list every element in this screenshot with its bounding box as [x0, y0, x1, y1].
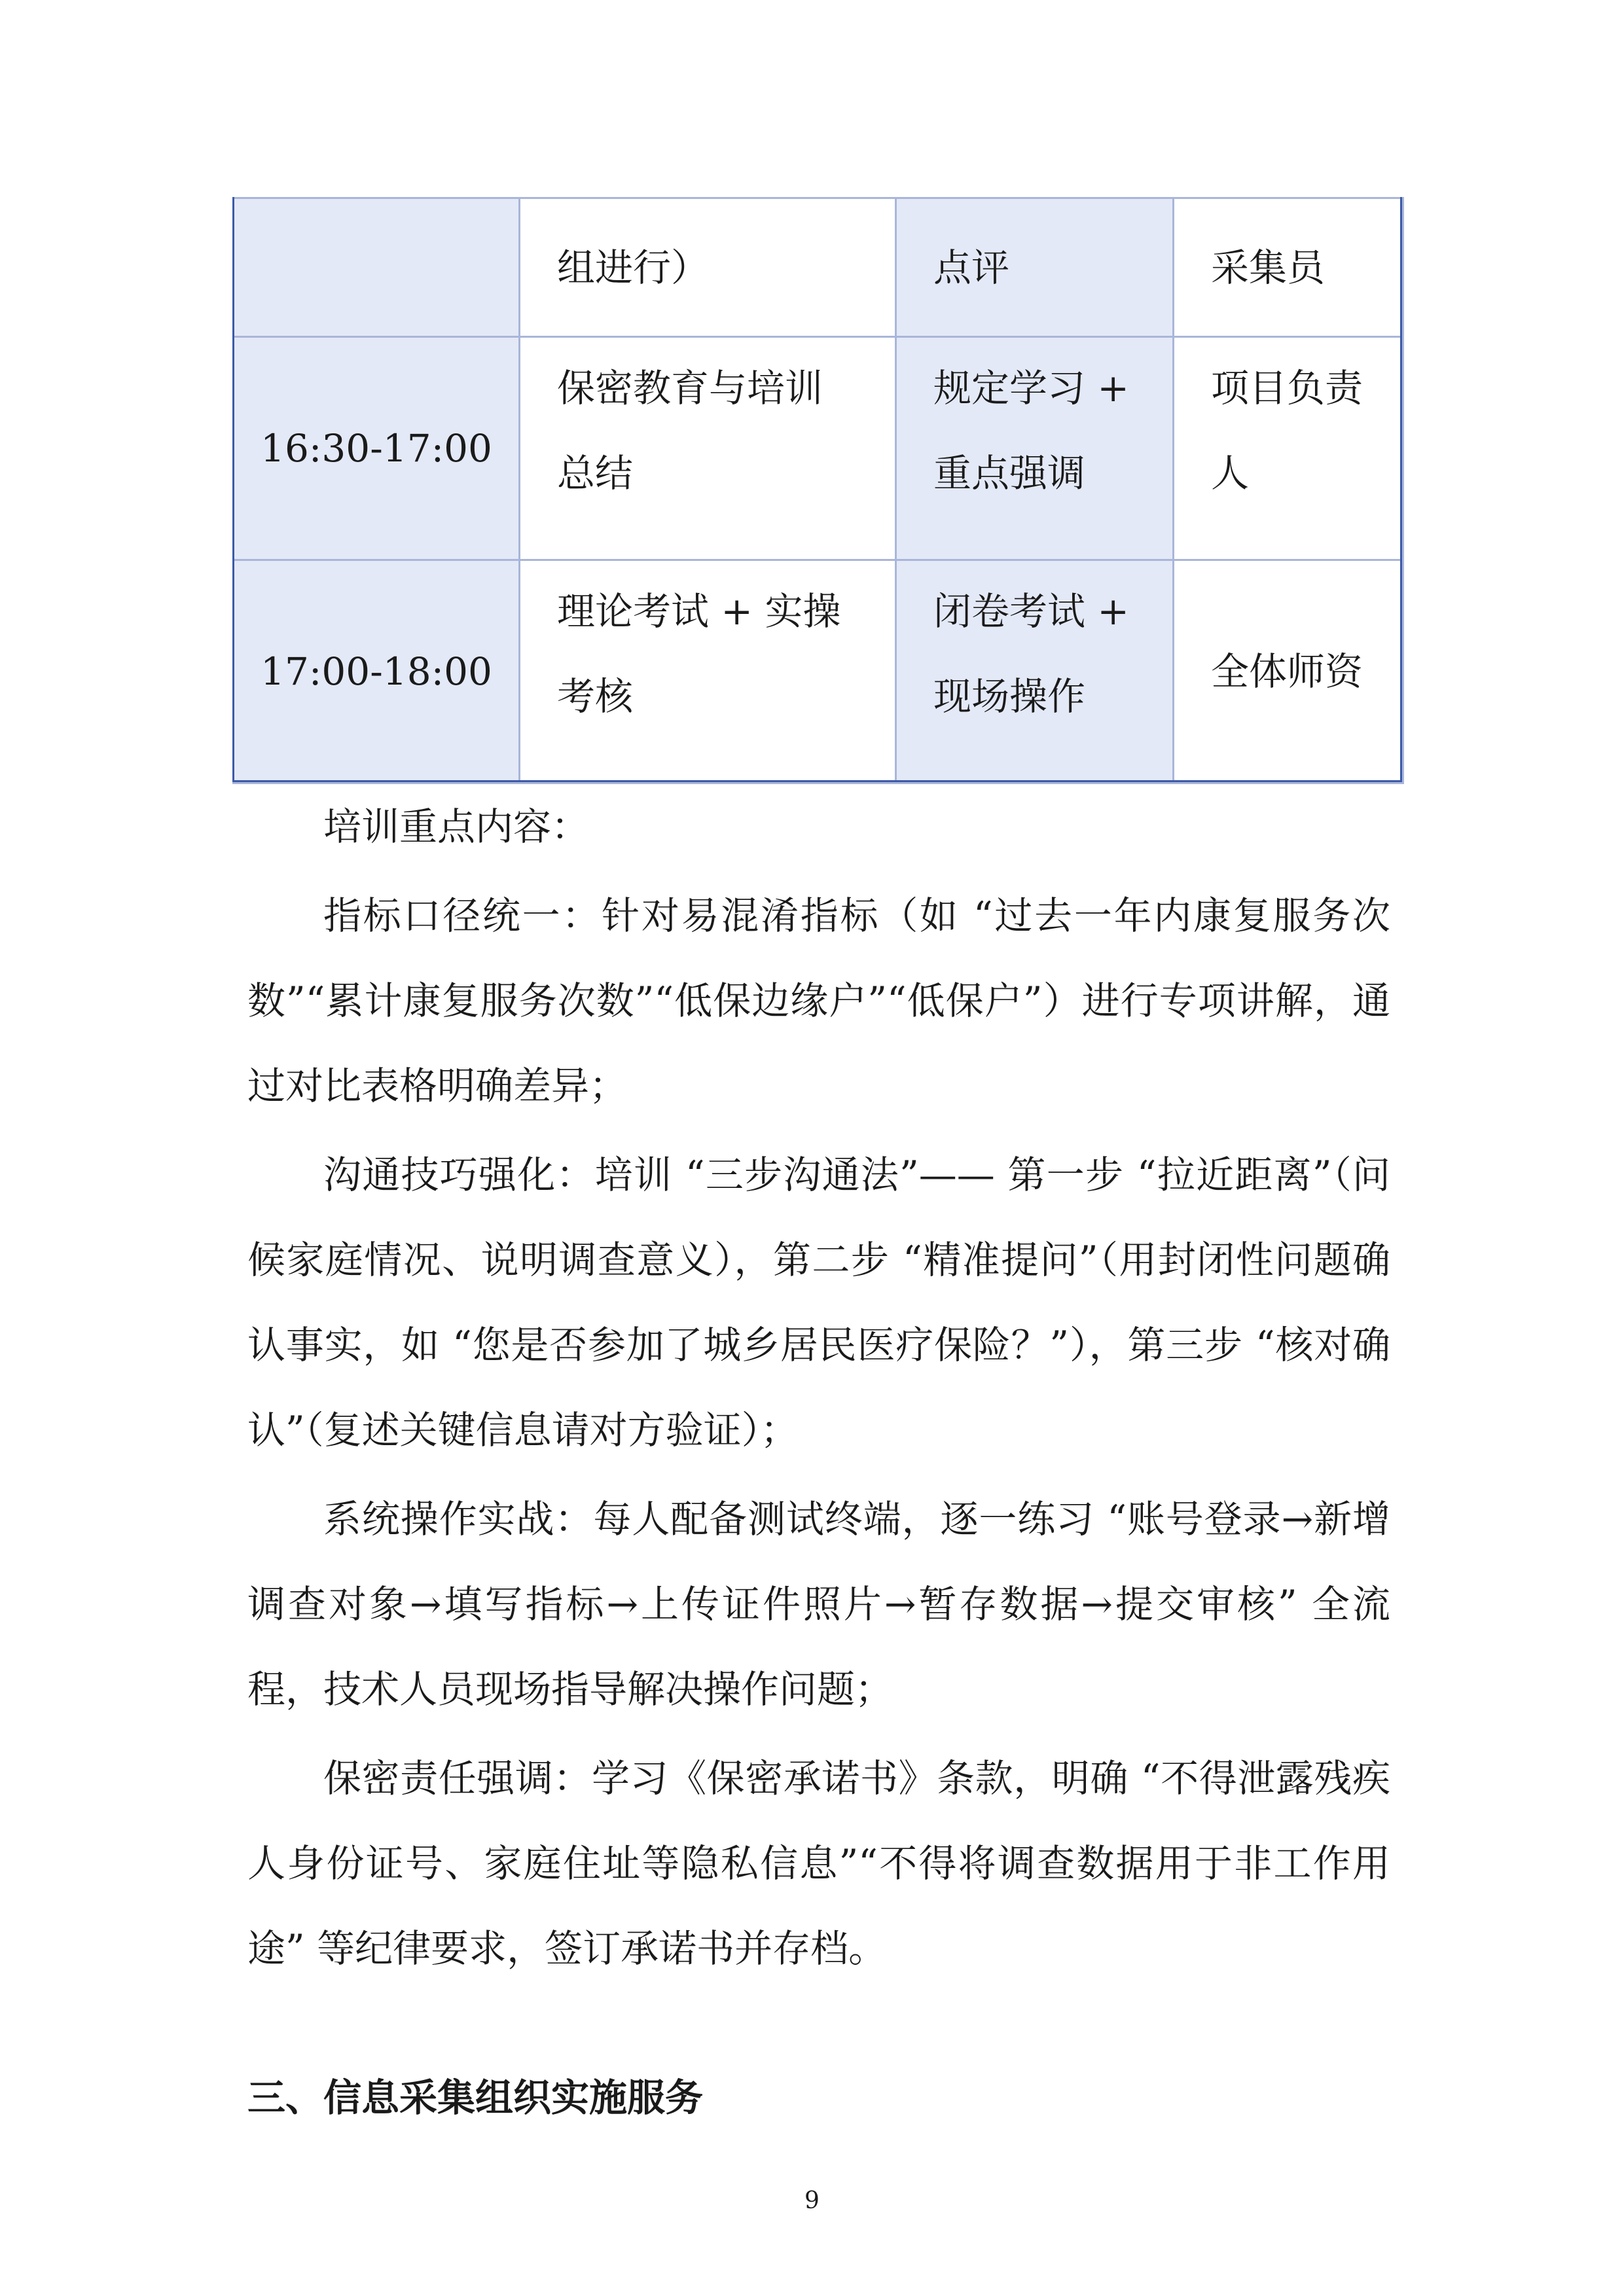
- table-row: [234, 198, 1403, 337]
- cell-line: 总结: [557, 451, 634, 495]
- cell-line: 重点强调: [933, 451, 1086, 495]
- method-cell: [896, 337, 1174, 560]
- paragraph-indicator-definitions: 指标口径统一：针对易混淆指标（如 “过去一年内康复服务次数”“累计康复服务次数”“低保边缘户”“低保户”）进行专项讲解，通过对比表格明确差异；: [247, 893, 1390, 1108]
- owner-cell: [1174, 337, 1403, 560]
- intro-line: 培训重点内容：: [323, 804, 590, 849]
- cell-line: 人: [1211, 451, 1250, 495]
- time-cell: [234, 198, 520, 337]
- method-cell: 点评: [896, 198, 1174, 337]
- cell-line: 考核: [557, 674, 634, 719]
- cell-line: 保密教育与培训: [557, 366, 823, 410]
- paragraph-system-operation: 系统操作实战：每人配备测试终端，逐一练习 “账号登录→新增调查对象→填写指标→上传证件照片→暂存数据→提交审核” 全流程，技术人员现场指导解决操作问题；: [247, 1497, 1390, 1712]
- section-heading: 三、信息采集组织实施服务: [247, 2075, 704, 2120]
- time-cell: 16:30-17:00: [234, 337, 520, 560]
- time-cell: 17:00-18:00: [234, 560, 520, 783]
- cell-line: 规定学习 +: [933, 366, 1130, 410]
- cell-line: 闭卷考试 +: [933, 589, 1130, 634]
- content-cell: 组进行）: [520, 198, 896, 337]
- method-cell: [896, 560, 1174, 783]
- page-number: 9: [804, 2187, 820, 2214]
- table-row: [234, 337, 1403, 560]
- body-text: [247, 784, 1390, 1991]
- content-cell: [520, 560, 896, 783]
- owner-cell: 采集员: [1174, 198, 1403, 337]
- table-row: [234, 560, 1403, 783]
- owner-cell: 全体师资: [1174, 560, 1403, 783]
- paragraph-confidentiality: 保密责任强调：学习《保密承诺书》条款，明确 “不得泄露残疾人身份证号、家庭住址等隐私信息”“不得将调查数据用于非工作用途” 等纪律要求，签订承诺书并存档。: [247, 1756, 1390, 1971]
- cell-line: 项目负责: [1211, 366, 1363, 410]
- training-schedule-table: [232, 197, 1404, 784]
- cell-line: 理论考试 + 实操: [557, 589, 841, 634]
- paragraph-communication-skills: 沟通技巧强化：培训 “三步沟通法”—— 第一步 “拉近距离”（问候家庭情况、说明调查意义），第二步 “精准提问”（用封闭性问题确认事实，如 “您是否参加了城乡居民医疗保险？”），第三步 “核对确认”（复述关键信息请对方验证）；: [247, 1153, 1390, 1452]
- cell-line: 现场操作: [933, 674, 1086, 719]
- content-cell: [520, 337, 896, 560]
